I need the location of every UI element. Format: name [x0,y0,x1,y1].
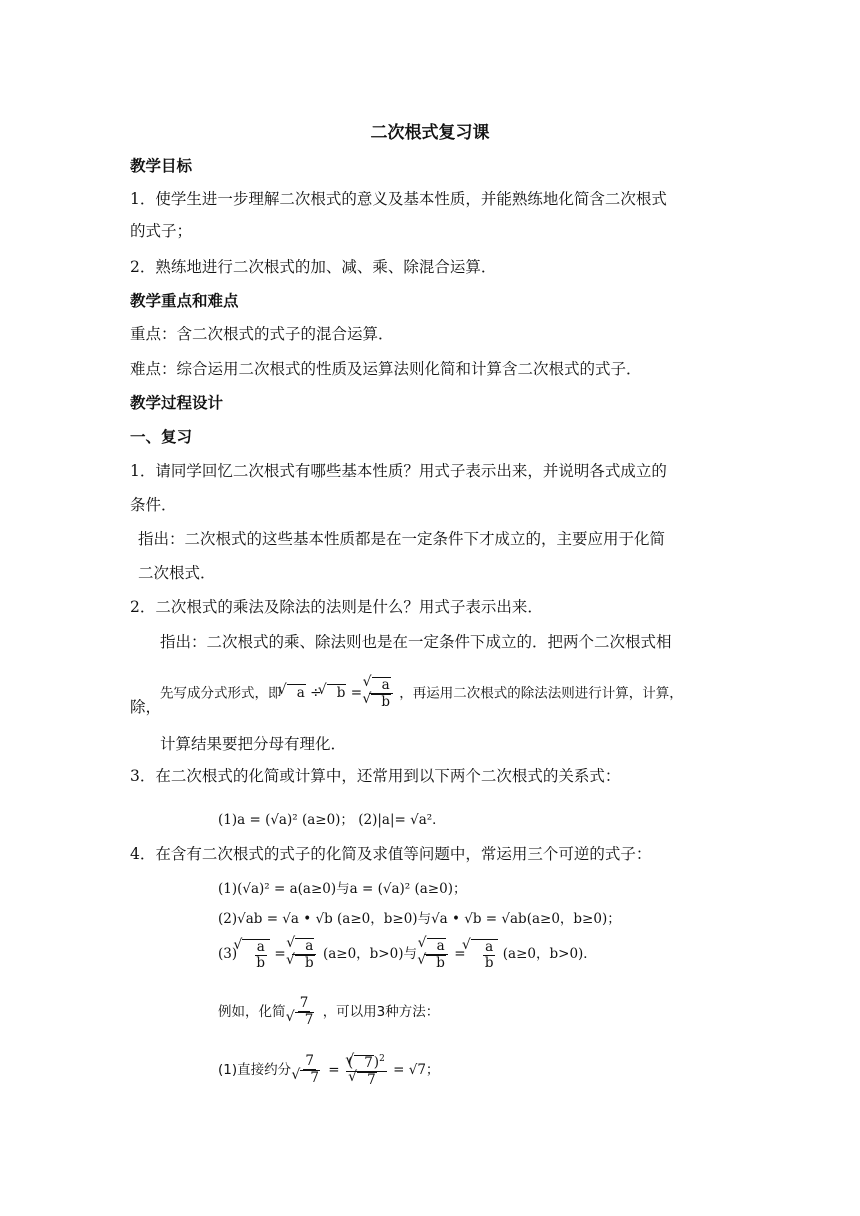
review-2-note-line-2 [160,677,683,710]
review-2: 2．二次根式的乘法及除法的法则是什么？用式子表示出来． [130,598,543,616]
heading-key-points: 教学重点和难点 [130,292,239,310]
review-4-formula-1: (1)(√a)² = a(a≥0)与a = (√a)² (a≥0)； [218,881,467,897]
review-1-line-2: 条件． [130,496,177,514]
page-title: 二次根式复习课 [370,123,490,143]
example-suffix: ，可以用3种方法： [322,1004,440,1020]
example-prefix: 例如，化简 [218,1004,286,1020]
objective-2: 2．熟练地进行二次根式的加、减、乘、除混合运算． [130,258,497,276]
review-2-note-chu: 除， [130,698,162,716]
review-1-note-line-1: 指出：二次根式的这些基本性质都是在一定条件下才成立的，主要应用于化简 [138,530,666,548]
review-2-note-suffix: ，再运用二次根式的除法法则进行计算，计算， [399,685,683,702]
review-3: 3．在二次根式的化简或计算中，还常用到以下两个二次根式的关系式： [130,767,621,785]
objective-1-line-2: 的式子； [130,222,193,240]
method-1-label: (1)直接约分 [218,1061,292,1078]
heading-review: 一、复习 [130,428,193,446]
difficulty: 难点：综合运用二次根式的性质及运算法则化简和计算含二次根式的式子． [130,360,642,378]
heading-objectives: 教学目标 [130,157,193,175]
objective-1-line-1: 1．使学生进一步理解二次根式的意义及基本性质，并能熟练地化简含二次根式 [130,190,667,208]
formula-3-label: (3) [218,946,238,962]
division-formula: √ a ÷ √ b = √ a √ b [286,677,395,710]
formula-3-end: (a≥0，b>0)． [502,946,597,962]
method-1-end: = √7； [393,1061,440,1078]
review-4-formula-3: (3) √ $\frac{a}{b}$ = √ a √ b (a≥0，b>0)与 √ a √ b = √ $\frac{a}{b}$ (a≥0，b>0)． [218,938,597,971]
key-point: 重点：含二次根式的式子的混合运算． [130,325,394,343]
heading-process: 教学过程设计 [130,394,224,412]
review-1-line-1: 1．请同学回忆二次根式有哪些基本性质？用式子表示出来，并说明各式成立的 [130,462,667,480]
method-1-line: (1)直接约分 7 √ 7 = (√ 7)$^2$ √ 7 = √7； [218,1052,439,1088]
review-4-formula-2: (2)√ab = √a • √b (a≥0，b≥0)与√a • √b = √ab(a≥0，b≥0)； [218,911,621,927]
review-3-formula: (1)a = (√a)² (a≥0)； (2)|a|= √a²． [218,812,446,828]
review-2-note-prefix: 先写成分式形式，即 [160,685,282,702]
example-line: 例如，化简 7 √ 7 ，可以用3种方法： [218,996,439,1028]
review-1-note-line-2: 二次根式． [138,564,216,582]
formula-3-middle: (a≥0，b>0)与 [322,946,417,962]
review-2-note-line-3: 计算结果要把分母有理化． [160,735,347,753]
review-4: 4．在含有二次根式的式子的化简及求值等问题中，常运用三个可逆的式子： [130,845,652,863]
review-2-note-line-1: 指出：二次根式的乘、除法则也是在一定条件下成立的．把两个二次根式相 [160,633,672,651]
